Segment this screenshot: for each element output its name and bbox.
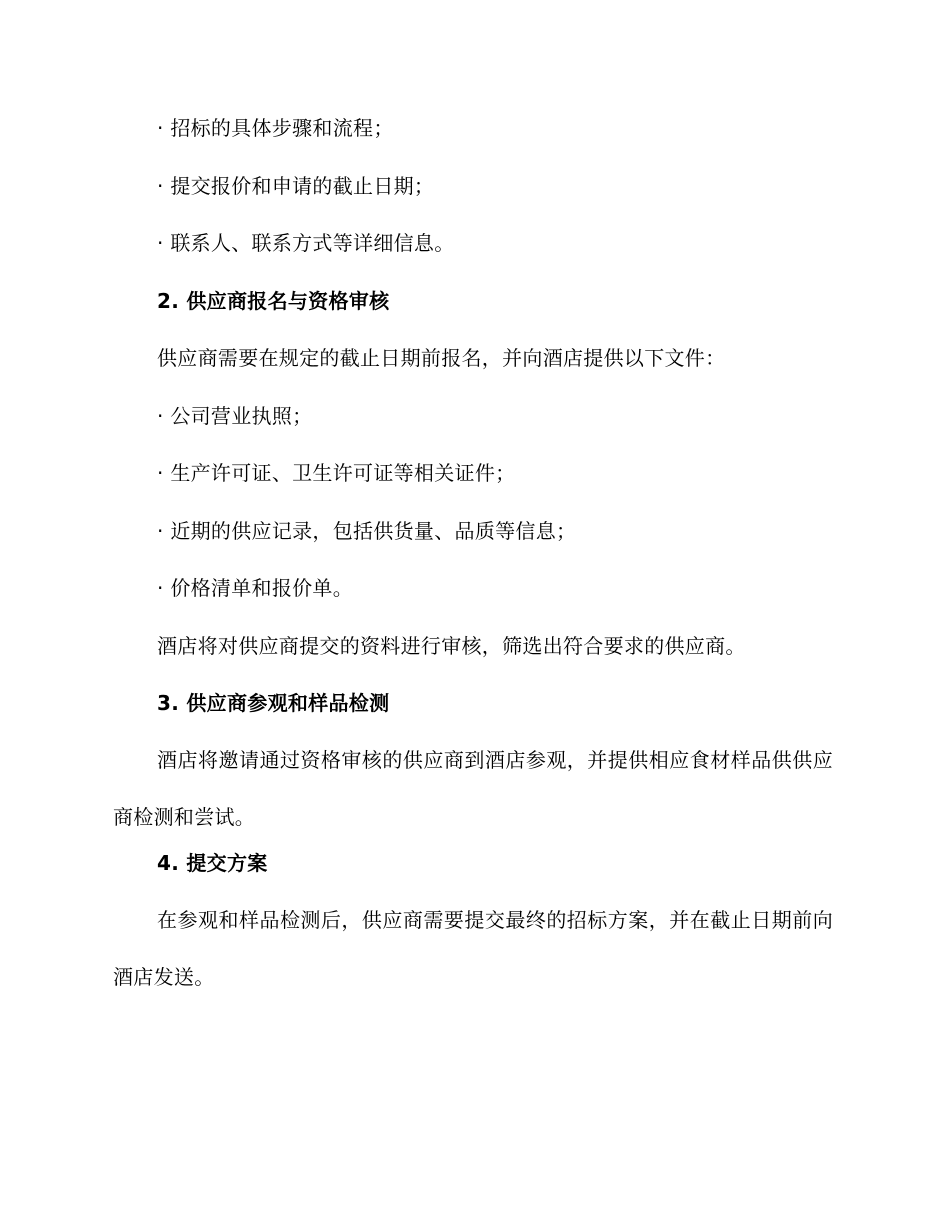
bullet-item: · 招标的具体步骤和流程； bbox=[157, 116, 394, 140]
bullet-item: · 生产许可证、卫生许可证等相关证件； bbox=[157, 461, 516, 485]
section-paragraph: 在参观和样品检测后，供应商需要提交最终的招标方案，并在截止日期前向酒店发送。 bbox=[113, 908, 833, 989]
bullet-item: · 价格清单和报价单。 bbox=[157, 576, 354, 600]
section-paragraph: 酒店将邀请通过资格审核的供应商到酒店参观，并提供相应食材样品供供应商检测和尝试。 bbox=[113, 748, 833, 829]
bullet-item: · 公司营业执照； bbox=[157, 404, 313, 428]
bullet-item: · 近期的供应记录，包括供货量、品质等信息； bbox=[157, 519, 577, 543]
section-conclusion: 酒店将对供应商提交的资料进行审核，筛选出符合要求的供应商。 bbox=[157, 634, 746, 658]
section-heading: 2. 供应商报名与资格审核 bbox=[157, 289, 390, 313]
bullet-item: · 提交报价和申请的截止日期； bbox=[157, 174, 435, 198]
bullet-item: · 联系人、联系方式等详细信息。 bbox=[157, 231, 455, 255]
section-heading: 3. 供应商参观和样品检测 bbox=[157, 691, 390, 715]
section-intro: 供应商需要在规定的截止日期前报名，并向酒店提供以下文件： bbox=[157, 346, 726, 370]
section-heading: 4. 提交方案 bbox=[157, 851, 268, 875]
